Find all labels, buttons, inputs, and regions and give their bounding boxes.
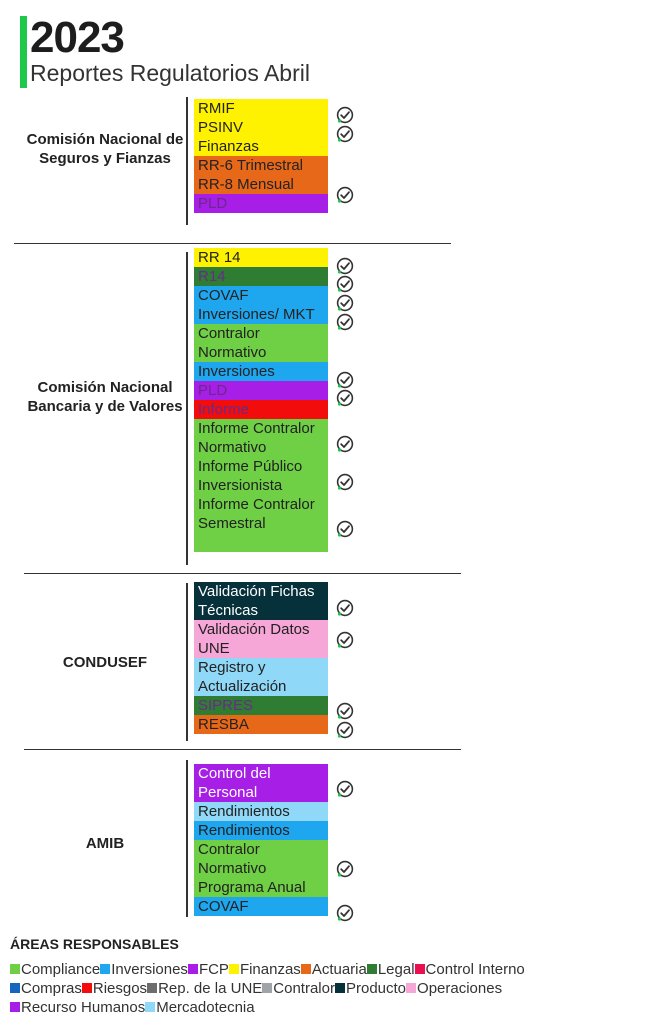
legend-swatch <box>367 964 377 974</box>
legend-label: Riesgos <box>92 980 148 997</box>
legend-item <box>301 960 367 979</box>
section-divider-vertical <box>186 583 188 741</box>
report-item: PLD <box>194 381 328 400</box>
legend-swatch <box>82 983 92 993</box>
check-circle-icon <box>336 257 354 275</box>
legend-label: Inversiones <box>111 961 188 978</box>
report-item: Contralor Normativo <box>194 324 328 362</box>
report-item: Inversiones/ MKT <box>194 305 328 324</box>
report-item: Informe Contralor Normativo <box>194 419 328 457</box>
legend-swatch <box>145 1002 155 1012</box>
page-subtitle: Reportes Regulatorios Abril <box>30 60 310 86</box>
legend-title: ÁREAS RESPONSABLES <box>10 936 179 952</box>
report-item: R14 <box>194 267 328 286</box>
check-circle-icon <box>336 186 354 204</box>
agency-name: CONDUSEF <box>62 654 148 671</box>
report-item: PLD <box>194 194 328 213</box>
check-circle-icon <box>336 389 354 407</box>
report-item: SIPRES <box>194 696 328 715</box>
report-item: PSINV <box>194 118 328 137</box>
legend-label: Producto <box>345 980 407 997</box>
report-item: RMIF <box>194 99 328 118</box>
report-item: Registro y Actualización <box>194 658 328 696</box>
report-item: Contralor Normativo Programa Anual <box>194 840 328 897</box>
page-title-year: 2023 <box>30 13 124 62</box>
legend-label: Mercadotecnia <box>156 999 255 1016</box>
legend-item <box>188 960 229 979</box>
legend-row <box>10 979 502 998</box>
report-item: Control del Personal <box>194 764 328 802</box>
report-item: Rendimientos <box>194 802 328 821</box>
legend-label: Rep. de la UNE <box>158 980 263 997</box>
legend-label: Contralor <box>273 980 335 997</box>
legend-label: Finanzas <box>239 961 301 978</box>
legend-label: Legal <box>377 961 415 978</box>
report-item: RESBA <box>194 715 328 734</box>
legend-swatch <box>147 983 157 993</box>
check-circle-icon <box>336 313 354 331</box>
check-circle-icon <box>336 520 354 538</box>
legend-swatch <box>262 983 272 993</box>
section-separator <box>24 573 461 574</box>
legend-label: Operaciones <box>417 980 503 997</box>
check-circle-icon <box>336 435 354 453</box>
check-circle-icon <box>336 473 354 491</box>
legend-item <box>10 979 82 998</box>
check-circle-icon <box>336 904 354 922</box>
section-divider-vertical <box>186 252 188 565</box>
section-separator <box>24 749 461 750</box>
agency-name: Comisión Nacional de Seguros y Fianzas <box>26 131 184 167</box>
legend-swatch <box>301 964 311 974</box>
legend-item <box>229 960 301 979</box>
legend-label: Actuaria <box>311 961 367 978</box>
legend-item <box>145 998 254 1017</box>
report-item: Finanzas <box>194 137 328 156</box>
report-item: Rendimientos <box>194 821 328 840</box>
legend-swatch <box>100 964 110 974</box>
report-item: RR-8 Mensual <box>194 175 328 194</box>
legend-swatch <box>406 983 416 993</box>
report-item: Validación Datos UNE <box>194 620 328 658</box>
report-item: RR-6 Trimestral <box>194 156 328 175</box>
check-circle-icon <box>336 294 354 312</box>
legend-label: Control Interno <box>425 961 525 978</box>
legend-item <box>415 960 525 979</box>
section-divider-vertical <box>186 97 188 225</box>
legend-row <box>10 998 255 1017</box>
check-circle-icon <box>336 599 354 617</box>
report-item: Informe <box>194 400 328 419</box>
check-circle-icon <box>336 721 354 739</box>
legend-swatch <box>229 964 239 974</box>
section-separator <box>14 243 451 244</box>
report-item: RR 14 <box>194 248 328 267</box>
legend-swatch <box>10 1002 20 1012</box>
legend-label: Compliance <box>21 961 101 978</box>
check-circle-icon <box>336 275 354 293</box>
legend-item <box>262 979 335 998</box>
check-circle-icon <box>336 860 354 878</box>
legend-item <box>10 960 100 979</box>
legend-swatch <box>10 964 20 974</box>
report-item: Informe Contralor Semestral <box>194 495 328 552</box>
legend-item <box>100 960 188 979</box>
legend-item <box>335 979 406 998</box>
check-circle-icon <box>336 702 354 720</box>
legend-label: FCP <box>198 961 229 978</box>
report-item: Validación Fichas Técnicas <box>194 582 328 620</box>
legend-label: Compras <box>21 980 82 997</box>
check-circle-icon <box>336 780 354 798</box>
check-circle-icon <box>336 631 354 649</box>
legend-swatch <box>188 964 198 974</box>
legend-item <box>406 979 502 998</box>
report-item: COVAF <box>194 897 328 916</box>
report-item: Informe Público Inversionista <box>194 457 328 495</box>
legend-item <box>82 979 147 998</box>
title-accent-bar <box>20 16 27 88</box>
section-divider-vertical <box>186 760 188 917</box>
report-item: COVAF <box>194 286 328 305</box>
check-circle-icon <box>336 125 354 143</box>
legend-row <box>10 960 525 979</box>
legend-item <box>367 960 415 979</box>
legend-label: Recurso Humanos <box>21 999 146 1016</box>
check-circle-icon <box>336 106 354 124</box>
agency-name: Comisión Nacional Bancaria y de Valores <box>27 379 183 415</box>
legend-swatch <box>10 983 20 993</box>
report-item: Inversiones <box>194 362 328 381</box>
legend-item <box>10 998 145 1017</box>
legend-swatch <box>335 983 345 993</box>
check-circle-icon <box>336 371 354 389</box>
legend-swatch <box>415 964 425 974</box>
legend-item <box>147 979 262 998</box>
agency-name: AMIB <box>85 835 125 852</box>
